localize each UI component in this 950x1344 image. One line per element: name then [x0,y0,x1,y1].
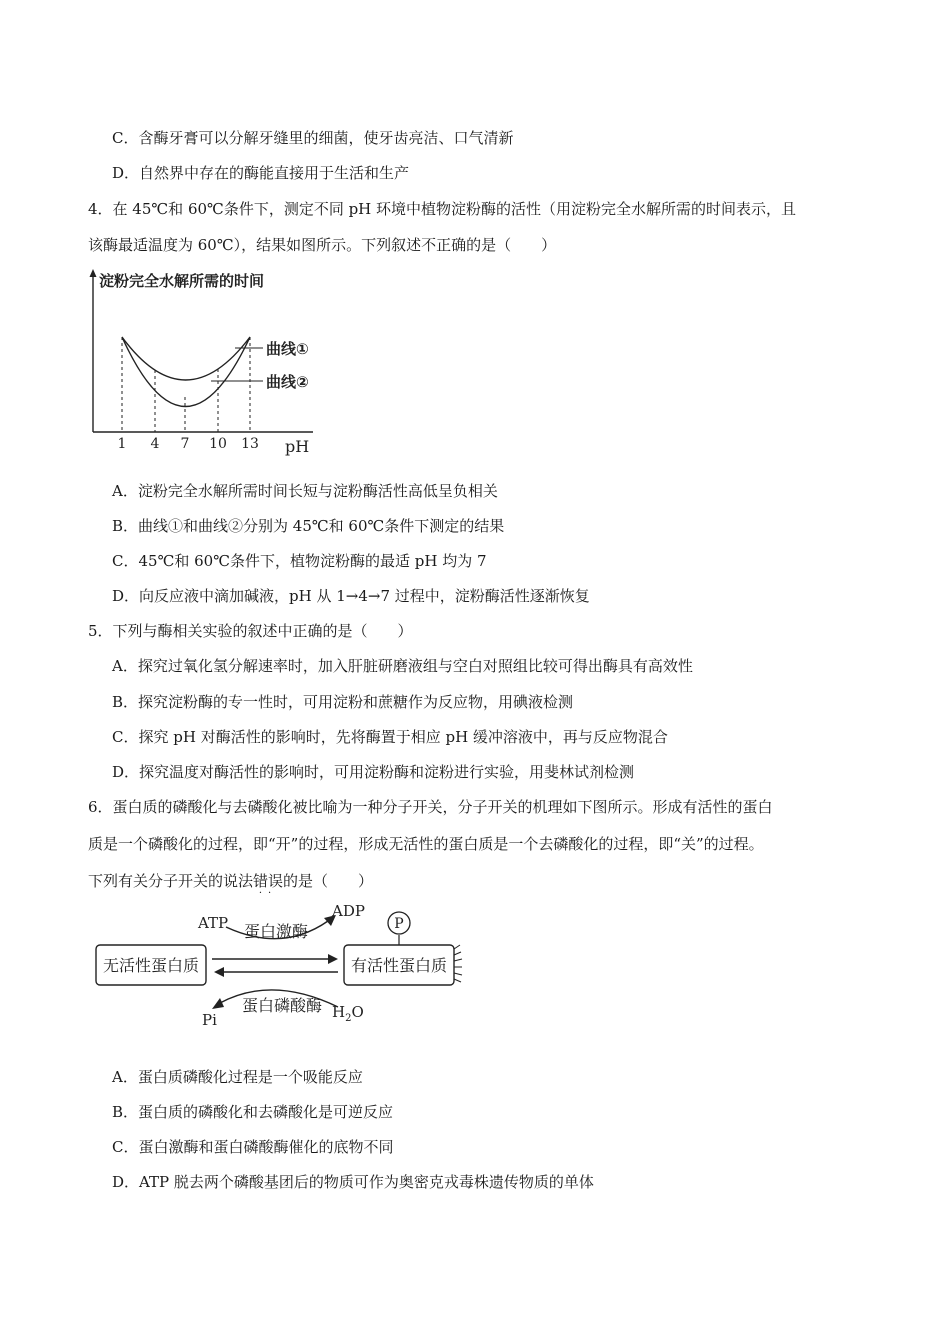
q6-phosphatase-arc-head [212,998,224,1009]
q5-option-a: A．探究过氧化氢分解速率时，加入肝脏研磨液组与空白对照组比较可得出酶具有高效性 [112,657,693,675]
q6-stem-line3 [88,871,374,899]
q4-stem-line2: 该酶最适温度为 60℃），结果如图所示。下列叙述不正确的是（ ） [88,236,557,254]
q3-option-c: C．含酶牙膏可以分解牙缝里的细菌，使牙齿亮洁、口气清新 [112,129,514,147]
q4-option-a: A．淀粉完全水解所需时间长短与淀粉酶活性高低呈负相关 [112,482,498,500]
q6-adp-label: ADP [332,903,365,920]
q4-option-c: C．45℃和 60℃条件下，植物淀粉酶的最适 pH 均为 7 [112,552,487,570]
q4-tick-10: 10 [209,436,227,452]
q6-option-c: C．蛋白激酶和蛋白磷酸酶催化的底物不同 [112,1138,394,1156]
q6-option-a: A．蛋白质磷酸化过程是一个吸能反应 [112,1068,363,1086]
q6-stem-line3-pre: 下列有关分子开关的说法 [88,872,254,890]
q4-curve2-label: 曲线② [266,373,309,391]
q6-phosphate-label: P [394,916,404,932]
q4-tick-1: 1 [117,436,127,452]
q5-option-c: C．探究 pH 对酶活性的影响时，先将酶置于相应 pH 缓冲溶液中，再与反应物混合 [112,728,668,746]
q6-inactive-protein-label: 无活性蛋白质 [102,956,200,975]
q4-tick-4: 4 [150,436,160,452]
q6-stem-line2: 质是一个磷酸化的过程，即“开”的过程，形成无活性的蛋白质是一个去磷酸化的过程，即“关”的过程。 [88,835,764,853]
q6-active-fringe [454,945,462,982]
q4-y-axis-arrow [90,269,97,277]
q6-atp-label: ATP [198,914,229,932]
q4-tick-13: 13 [241,436,259,452]
q3-option-d: D．自然界中存在的酶能直接用于生活和生产 [112,164,410,182]
q5-stem: 5．下列与酶相关实验的叙述中正确的是（ ） [88,622,413,640]
q4-curve-2 [122,337,250,407]
q6-active-protein-label: 有活性蛋白质 [350,956,448,975]
q5-option-d: D．探究温度对酶活性的影响时，可用淀粉酶和淀粉进行实验，用斐林试剂检测 [112,763,635,781]
q4-stem-line1: 4．在 45℃和 60℃条件下，测定不同 pH 环境中植物淀粉酶的活性（用淀粉完全水解所需的时间表示，且 [88,200,797,218]
q6-phosphatase-label: 蛋白磷酸酶 [241,996,323,1015]
q6-stem-line1: 6．蛋白质的磷酸化与去磷酸化被比喻为一种分子开关，分子开关的机理如下图所示。形成有活性的蛋白 [88,798,773,816]
q6-stem-line3-post: 的是（ ） [283,872,374,890]
q6-reverse-arrowhead [214,967,224,977]
q6-forward-arrowhead [328,954,338,964]
q6-water-label: $H_2O$ [332,1003,364,1024]
q4-tick-7: 7 [180,436,190,452]
q4-curve1-label: 曲线① [266,340,309,358]
q6-pi-label: Pi [202,1011,217,1029]
q6-kinase-label: 蛋白激酶 [243,922,309,941]
q4-x-axis-label: pH [285,437,310,456]
q6-molecular-switch-figure [92,903,472,1033]
q4-y-axis-label: 淀粉完全水解所需的时间 [99,272,265,290]
q5-option-b: B．探究淀粉酶的专一性时，可用淀粉和蔗糖作为反应物，用碘液检测 [112,693,574,711]
q6-stem-emphasis: 错误 ·· [253,872,284,899]
q6-option-b: B．蛋白质的磷酸化和去磷酸化是可逆反应 [112,1103,394,1121]
q4-option-b: B．曲线①和曲线②分别为 45℃和 60℃条件下测定的结果 [112,517,505,535]
q6-option-d: D．ATP 脱去两个磷酸基团后的物质可作为奥密克戎毒株遗传物质的单体 [112,1173,594,1191]
q4-ph-curve-figure [85,266,335,460]
q4-option-d: D．向反应液中滴加碱液，pH 从 1→4→7 过程中，淀粉酶活性逐渐恢复 [112,587,590,605]
